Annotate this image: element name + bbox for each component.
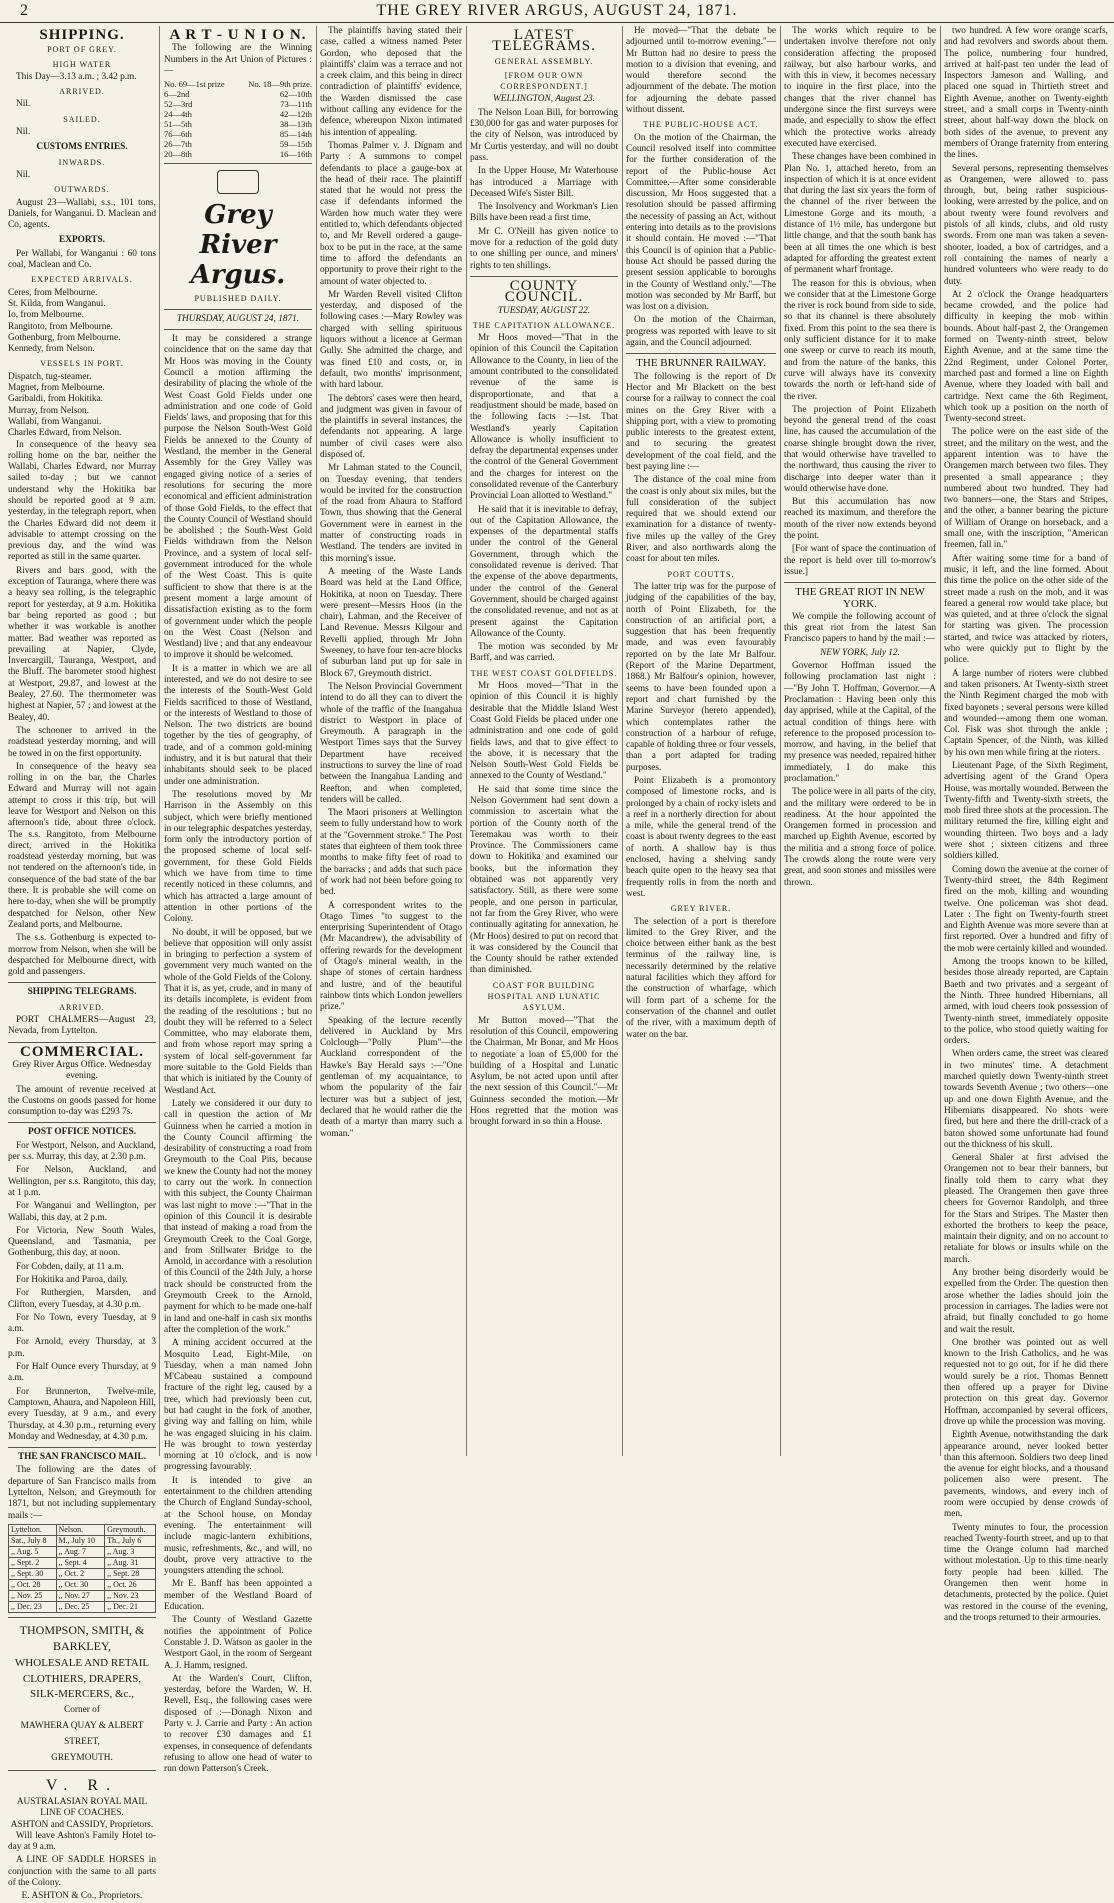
- column-1: [8, 26, 156, 1902]
- post-item: For Cobden, daily, at 11 a.m.: [16, 1261, 124, 1272]
- coach-sign: E. ASHTON & Co., Proprietors.: [21, 1891, 143, 1902]
- post-item: For Wanganui and Wellington, per Wallabi, this day, at 2 p.m.: [8, 1201, 156, 1223]
- article-paragraph: The latter trip was for the purpose of judging of the capabilities of the bay, north of Point Elizabeth, for the construction of an artificial port, a suggestion that has been frequently made, and was even favourably reported on by the late Mr Balfour. (Report of the Marine Department, 1868.) Mr Balfour's opinion, however, seems to have been founded upon a report and chart furnished by the Marine Surveyor (hereto appended), which contemplates rather the construction of a harbour of refuge, capable of holding three or four vessels, than a port adapted for trading purposes.: [626, 581, 776, 773]
- table-cell: ,, Oct. 26: [105, 1579, 156, 1590]
- sailed-label: SAILED.: [63, 114, 101, 124]
- shipping-report: The schooner to arrived in the roadstead yesterday morning, and will be towed in on the first opportunity.: [8, 725, 156, 759]
- article-paragraph: At the Warden's Court, Clifton, yesterday, before the Warden, W. H. Revell, Esq., the following cases were disposed of :—Donagh Nixon and Party v. J. Carrie and Party : An action to recover £30 damages and £1 expenses, in consequence of defendants refusing to allow one head of water to run down Patterson's Creek.: [164, 1673, 312, 1775]
- high-water-label: HIGH WATER: [52, 59, 112, 69]
- list-item: Dispatch, tug-steamer.: [8, 371, 92, 382]
- article-paragraph: Eighth Avenue, notwithstanding the dark appearance around, never looked better than this afternoon. Soldiers two deep lined the avenue for eight blocks, and a thousand policemen also were present. The pavements, windows, and every inch of room were occupied by dense crowds of men.: [944, 1430, 1108, 1520]
- thompson-line: Corner of: [64, 1704, 100, 1715]
- coach-saddle: A LINE OF SADDLE HORSES in conjunction with the same to all parts of the Colony.: [8, 1855, 156, 1888]
- article-paragraph: Thomas Palmer v. J. Dignam and Party : A summons to compel defendants to place a gauge-box at the head of their race. The plaintiff stated that he would not press the case if defendants informed the Warden how much water they were entitled to, which defendants objected to, and Mr Revell ordered a gauge-box to be put in the race, at the same time to afford the defendants an opportunity to prove their right to the amount of water objected to.: [320, 140, 462, 287]
- post-item: For Victoria, New South Wales, Queensland, and Tasmania, per Gothenburg, this day, at noon.: [8, 1225, 156, 1259]
- article-paragraph: The Nelson Provincial Government intend to do all they can to divert the whole of the traffic of the Inangahua district to Westport in place of Greymouth. A paragraph in the Westport Times says that the Survey Department have received instructions to survey the line of road between the Inangahua Landing and Reefton, and when completed, tenders will be called.: [320, 681, 462, 805]
- article-paragraph: Governor Hoffman issued the following proclamation last night :—"By John T. Hoffman, Governor.—A Proclamation : Having been only this day apprised, while at the Capital, of the actual condition of things here with reference to the proposed procession to-morrow, and having, in the belief that my presence was needed, repaired hither immediately, I do make this proclamation.": [784, 661, 936, 784]
- divider: [8, 1447, 156, 1448]
- sf-mail-heading: THE SAN FRANCISCO MAIL.: [17, 1452, 147, 1463]
- post-item: For Brunnerton, Twelve-mile, Camptown, Ahaura, and Napoleon Hill, every Tuesday, at 9 a.m., and every Thursday, at 4.30 p.m., returning every Monday and Wednesday, at 4.30 p.m.: [8, 1386, 156, 1442]
- column-2: [164, 26, 312, 1775]
- table-row: [9, 1535, 156, 1546]
- article-paragraph: In the Upper House, Mr Waterhouse has introduced a Marriage with Deceased Wife's Sister Bill.: [470, 166, 618, 199]
- hospital-heading: COAST FOR BUILDING HOSPITAL AND LUNATIC ASYLUM.: [487, 980, 601, 1013]
- coat-of-arms-icon: [217, 170, 259, 194]
- prize-list: [164, 79, 312, 159]
- post-item: For Westport, Nelson, and Auckland, per s.s. Murray, this day, at 2.30 p.m.: [8, 1140, 156, 1163]
- customs-heading: CUSTOMS ENTRIES.: [36, 142, 128, 153]
- article-paragraph: Point Elizabeth is a promontory composed of limestone rocks, and is prolonged by a chain of rocky islets and a reef in a northerly direction for about a mile, while the general trend of the coast is about twenty degrees to the east of north. A shallow bay is thus enclosed, having a shelving sandy beach quite open to the heavy sea that frequently rolls in from the north and west.: [626, 776, 776, 899]
- article-paragraph: Lieutenant Page, of the Sixth Regiment, advertising agent of the Grand Opera House, was mortally wounded. Between the Twenty-fifth and Twenty-sixth streets, the mob fired three shots at the procession. The military returned the fire, killing eight and wounding thirteen. Two boys and a lady were shot ; sixteen citizens and three soldiers killed.: [944, 761, 1108, 862]
- page-title: THE GREY RIVER ARGUS, AUGUST 24, 1871.: [376, 2, 738, 19]
- riot-heading: THE GREAT RIOT IN NEW YORK.: [795, 586, 925, 610]
- article-paragraph: On the motion of the Chairman, progress was reported with leave to sit again, and the Council adjourned.: [626, 315, 776, 349]
- article-paragraph: The police were on the east side of the street, and the military on the west, and the apparent intention was to have the Orangemen march between two files. They presented a small appearance ; they numbered about two hundred. They had two banners—one, the Stars and Stripes, and the other, a banner bearing the picture of William of Orange on horseback, and a small one, with the inscription, "American freemen, fall in.": [944, 427, 1108, 551]
- table-cell: ,, Sept. 4: [56, 1557, 105, 1568]
- prize-entry: 26—7th: [164, 139, 192, 150]
- prize-row: [164, 79, 312, 89]
- divider: [164, 309, 312, 310]
- latest-from: [FROM OUR OWN CORRESPONDENT.]: [500, 70, 588, 92]
- argus-date: THURSDAY, AUGUST 24, 1871.: [176, 313, 300, 324]
- coach-name: AUSTRALASIAN ROYAL MAIL LINE OF COACHES.: [16, 1796, 148, 1819]
- article-paragraph: It is intended to give an entertainment to the children attending the Church of England Sunday-school, at the School house, on Monday evening. The entertainment will include magic-lantern exhibitions, music, refreshments, &c., and will, no doubt, prove very attractive to the youngsters attending the school.: [164, 1475, 312, 1577]
- article-paragraph: After waiting some time for a band of music, it left, and the line formed. About this time the police on the other side of the street made a rush on the mob, and it was feared a general row would take place, but was quieted, and at three o'clock the signal for starting was given. The procession started, and twice was attacked by rioters, who were quickly put to flight by the police.: [944, 553, 1108, 666]
- article-paragraph: The Maori prisoners at Wellington seem to fully understand how to work at the "Government stroke." The Post states that eighteen of them took three months to make fifty feet of road to the barracks ; and adds that such pace of work had not been before going to bed.: [320, 808, 462, 898]
- article-paragraph: The Nelson Loan Bill, for borrowing £30,000 for gas and water purposes for the city of Nelson, was introduced by Mr Curtis yesterday, and will no doubt pass.: [470, 107, 618, 163]
- prize-entry: 59—15th: [279, 139, 312, 150]
- column-7: [944, 26, 1108, 1623]
- table-cell: ,, Nov. 23: [105, 1590, 156, 1601]
- table-cell: Th., July 6: [105, 1535, 156, 1546]
- article-paragraph: Speaking of the lecture recently delivered in Auckland by Mrs Colclough—"Polly Plum"—the Auckland correspondent of the Hawke's Bay Herald says :—"One gentleman of my acquaintance, to whom the popularity of the fair lecturer was but a subject of jest, declared that he would rather die the death of a martyr than marry such a woman.": [320, 1015, 462, 1139]
- prize-row: [164, 129, 312, 139]
- thompson-name: THOMPSON, SMITH, & BARKLEY,: [19, 1622, 145, 1653]
- inwards-text: Nil.: [16, 169, 31, 180]
- list-item: Murray, from Nelson.: [8, 405, 89, 416]
- thompson-line: MAWHERA QUAY & ALBERT STREET,: [20, 1720, 144, 1747]
- page-masthead: [0, 0, 1114, 23]
- expected-label: EXPECTED ARRIVALS.: [31, 275, 133, 285]
- table-cell: Sat., July 8: [9, 1535, 57, 1546]
- divider: [164, 329, 312, 330]
- article-paragraph: Any brother being disorderly would be expelled from the Order. The question then arose whether the ladies should join the procession in carriages. The ladies were not afraid, but finally concluded to go home and wait the result.: [944, 1268, 1108, 1335]
- public-house-heading: THE PUBLIC-HOUSE ACT.: [643, 120, 759, 130]
- article-paragraph: Several persons, representing themselves as Orangemen, were allowed to pass through, but, being rather suspicious-looking, were arrested by the police, and on about twenty were found revolvers and pistols of all kinds, clubs, and old rusty swords. From one man was taken a seven-shooter, loaded, a box of cartridges, and a roll containing the names of nearly a hundred volunteers who were ready to do duty.: [944, 163, 1108, 287]
- thompson-line: CLOTHIERS, DRAPERS, SILK-MERCERS, &c.,: [22, 1672, 142, 1700]
- outwards-label: OUTWARDS.: [54, 185, 110, 195]
- article-paragraph: We compile the following account of this great riot from the latest San Francisco papers to hand by the mail :—: [784, 611, 936, 645]
- shipping-report: In consequence of the heavy sea rolling home on the bar, neither the Wallabi, Charles Edward, nor Murray sailed to-day ; but we cannot understand why the Hokitika bar should be reported good at 9 a.m. yesterday, in the telegraph report, when the Charles Edward did not deem it advisable to attempt crossing on the previous day, and the wind was reported as still in the same quarter.: [8, 439, 156, 563]
- prize-row: [164, 119, 312, 129]
- article-paragraph: Mr Warden Revell visited Clifton yesterday, and disposed of the following cases :—Mary Rowley was charged with selling spirituous liquors without a licence at German Gully. She admitted the charge, and was fined £10 and costs, or, in default, two months' imprisonment, with hard labour.: [320, 289, 462, 391]
- table-cell: ,, Nov. 27: [56, 1590, 105, 1601]
- port-name: PORT OF GREY.: [47, 45, 117, 55]
- column-rule: [780, 26, 781, 1456]
- table-header: Nelson.: [56, 1524, 105, 1535]
- table-row: [9, 1579, 156, 1590]
- table-cell: ,, Oct. 2: [56, 1568, 105, 1579]
- divider: [626, 353, 776, 354]
- outwards-text: August 23—Wallabi, s.s., 101 tons, Daniels, for Wanganui. D. Maclean and Co, agents.: [8, 197, 156, 231]
- article-paragraph: The County of Westland Gazette notifies the appointment of Police Constable J. D. Watson as gaoler in the Westport Gaol, in the room of Sergeant A. J. Hamm, resigned.: [164, 1615, 312, 1671]
- telegrams-arrived-label: ARRIVED.: [59, 1002, 105, 1012]
- brunner-heading: THE BRUNNER RAILWAY.: [636, 357, 766, 370]
- table-cell: ,, Nov. 25: [9, 1590, 57, 1601]
- argus-masthead: [164, 168, 312, 330]
- list-item: Wallabi, from Wanganui.: [8, 416, 102, 427]
- article-paragraph: These changes have been combined in Plan No. 1, attached hereto, from an inspection of which it is at once evident that during the last six years the form of the channel of the river between the Limestone Gorge and its mouth, a distance of 1½ mile, has undergone but little change, and that the south bank has been at all times the one which is best adapted for affording the greatest extent of permanent wharf frontage.: [784, 152, 936, 276]
- exports-heading: EXPORTS.: [59, 235, 105, 246]
- table-row: [9, 1568, 156, 1579]
- prize-entry: 38—13th: [279, 119, 312, 130]
- article-paragraph: General Shaler at first advised the Orangemen not to bear their banners, but finally told them to carry what they pleased. The Orangemen then gave three cheers for Governor Randolph, and three for the Stars and Stripes. The Master then exhorted the brothers to keep the peace, maintain their dignity, and on no account to retaliate for blows or insults while on the march.: [944, 1153, 1108, 1265]
- in-port-label: VESSELS IN PORT.: [40, 359, 124, 369]
- column-rule: [316, 26, 317, 1456]
- table-header: Lyttelton.: [9, 1524, 57, 1535]
- prize-entry: No. 69—1st prize: [164, 79, 225, 90]
- table-cell: ,, Dec. 23: [9, 1601, 57, 1612]
- high-water-text: This Day—3.13 a.m. ; 3.42 p.m.: [16, 71, 137, 82]
- article-paragraph: It is a matter in which we are all interested, and we do not desire to see the interests of the South-West Gold Fields sacrificed to those of Westland, or the interests of Westland to those of Nelson. The two districts are bound together by the ties of geography, of trade, and of a common gold-mining industry, and it is but natural that their inhabitants should seek to be placed under one administration.: [164, 663, 312, 787]
- article-paragraph: A meeting of the Waste Lands Board was held at the Land Office, Hokitika, at noon on Tuesday. There were present—Messrs Hoos (in the chair), Lahman, and the Receiver of Land Revenue. Messrs Kilgour and Revelli applied, through Mr John Sweeney, to have four ten-acre blocks of suburban land put up for sale in Block 67, Greymouth district.: [320, 566, 462, 679]
- port-coutts-heading: PORT COUTTS.: [667, 569, 735, 579]
- article-paragraph: The following is the report of Dr Hector and Mr Blackett on the best course for a railway to connect the coal mines on the Grey River with a shipping port, with a view to promoting public interests to the greatest extent, and to securing the greatest development of the coal field, and the best paying line :—: [626, 371, 776, 472]
- article-paragraph: The police were in all parts of the city, and the military were ordered to be in readiness. At the hour appointed the Orangemen formed in procession and marched up Eighth Avenue, escorted by the militia and a strong force of police. The crowds along the route were very great, and soon stones and missiles were thrown.: [784, 787, 936, 888]
- table-row: [9, 1557, 156, 1568]
- prize-entry: 85—14th: [279, 129, 312, 140]
- post-item: For Hokitika and Paroa, daily.: [16, 1274, 128, 1285]
- arrived-text: Nil.: [16, 99, 31, 110]
- article-paragraph: [For want of space the continuation of the report is held over till to-morrow's issue.]: [784, 544, 936, 577]
- table-cell: ,, Sept. 2: [9, 1557, 57, 1568]
- thompson-line: WHOLESALE AND RETAIL: [14, 1656, 150, 1669]
- divider: [8, 1617, 156, 1618]
- list-item: Charles Edward, from Nelson.: [8, 428, 122, 439]
- column-4: [470, 26, 618, 1456]
- coach-proprietors: ASHTON and CASSIDY, Proprietors.: [10, 1819, 154, 1830]
- column-6: [784, 26, 936, 1456]
- article-paragraph: When orders came, the street was cleared in two minutes' time. A detachment marched quietly down Twenty-ninth street towards Seventh Avenue ; two others—one up and one down Eighth Avenue, and the Hibernians disappeared. No shots were fired, but here and there the drill-crack of a baton showed some unfortunate had found out the thickness of his skull.: [944, 1049, 1108, 1150]
- in-port-list: [8, 372, 156, 440]
- list-item: Io, from Melbourne.: [8, 310, 84, 321]
- article-paragraph: It may be considered a strange coincidence that on the same day that Mr Hoos was moving in the County Council a motion affirming the desirability of placing the whole of the West Coast Gold Fields under one administration and one code of Gold Fields' laws, and proposing that for this purpose the Nelson South-West Gold Fields be annexed to the County of Westland, the member in the General Assembly for the Grey Valley was engaged giving notice of a series of resolutions for securing the more economical and efficient administration of those Gold Fields, to the effect that the County Council of Westland should be abolished ; the South-West Gold Fields withdrawn from the Nelson Province, and a system of local self-government introduced for the whole of the West Coast. This is quite sufficient to show that there is at the present moment a large amount of dissatisfaction existing as to the form of government under which the people on the West Coast (Nelson and Westland) live ; and that any endeavour to improve it should be welcomed.: [164, 334, 312, 661]
- latest-dateline: WELLINGTON, August 23.: [493, 94, 595, 105]
- shipping-report: The s.s. Gothenburg is expected to-morrow from Nelson, when she will be despatched for Melbourne direct, with gold and passengers.: [8, 933, 156, 978]
- article-paragraph: The selection of a port is therefore limited to the Grey River, and the choice between either bank as the best terminus of the railway line, is necessarily determined by the relative natural facilities which they afford for the construction of wharfage, which will form part of a scheme for the conservation of the channel and outlet of the river, with a maximum depth of water on the bar.: [626, 916, 776, 1040]
- article-paragraph: A correspondent writes to the Otago Times "to suggest to the enterprising Superintendent of Otago (Mr Macandrew), the advisability of offering rewards for the development of Otago's mineral wealth, in the shape of stones of certain hardness and lustre, and of the beautiful rainbow tints which London jewellers prize.": [320, 900, 462, 1013]
- article-paragraph: He said that some time since the Nelson Government had sent down a commission to ascertain what the portion of the County north of the Teremakau was worth to their Province. The Commissioners came down to Hokitika and examined our books, but the information they obtained was not apparently very satisfactory. Still, as there were some people, and one person in particular, not far from the Grey River, who were continually agitating for annexation, he (Mr Hoos) desired to put on record that it was considered by the Council that the County should be rather extended than diminished.: [470, 784, 618, 976]
- table-header: Greymouth.: [105, 1524, 156, 1535]
- table-cell: ,, Sept. 30: [9, 1568, 57, 1579]
- table-cell: ,, Aug. 5: [9, 1546, 57, 1557]
- art-union-heading: A R T - U N I O N.: [169, 27, 307, 43]
- sailed-text: Nil.: [16, 127, 31, 138]
- article-paragraph: Lately we considered it our duty to call in question the action of Mr Guinness when he carried a motion in the County Council affirming the desirability of constructing a road from Greymouth to the Coal Pits, because we knew the County had not the money to carry out the work. In connection with this subject, the County Chairman was last night to move :—"That in the opinion of this Council it is desirable that instead of making a road from the Greymouth Creek to the Coal Gorge, and from Stillwater Bridge to the Arnold, in accordance with a resolution of this Council of the 24th July, a horse track should be constructed from the Greymouth Creek to the Arnold, payment for which to be made one-half in land and one-half in cash six months after the completion of the work.": [164, 1098, 312, 1335]
- commercial-heading: COMMERCIAL.: [20, 1043, 144, 1060]
- post-office-heading: POST OFFICE NOTICES.: [27, 1127, 137, 1138]
- table-header-row: [9, 1524, 156, 1535]
- article-paragraph: The distance of the coal mine from the coast is only about six miles, but the full consideration of the subject required that we should extend our examination for a distance of twenty-five miles up the valley of the Grey River, and also northwards along the coast for about ten miles.: [626, 475, 776, 565]
- prize-row: [164, 89, 312, 99]
- article-paragraph: Mr Lahman stated to the Council, on Tuesday evening, that tenders would be invited for the construction of the road from Ahaura to Stafford Town, thus showing that the General Government were in earnest in the matter of constructing roads in Westland. The tenders are invited in this morning's issue.: [320, 463, 462, 564]
- table-cell: ,, Dec. 25: [56, 1601, 105, 1612]
- latest-telegrams-heading: LATEST TELEGRAMS.: [492, 27, 596, 55]
- list-item: Gothenburg, from Melbourne.: [8, 332, 121, 343]
- article-paragraph: He said that it is inevitable to defray, out of the Capitation Allowance, the expenses of the departmental staffs under the control of the General Government, through which the consolidated revenue is derived. That the expense of the above departments, under the control of the General Government, should be charged against the consolidated revenue, and not as at present against the Capitation Allowance of the County.: [470, 504, 618, 639]
- article-paragraph: Mr Hoos moved—"That in the opinion of this Council the Capitation Allowance to the County, in lieu of the amount contributed to the consolidated revenue of the same is disproportionate, and that a readjustment should be made, based on the following facts :—1st. That Westland's yearly Capitation Allowance is wholly insufficient to defray the departmental expenses under the control of the General Government and the charges for interest on the consolidated revenue of the Canterbury Provincial Loan allotted to Westland.": [470, 333, 618, 502]
- article-paragraph: Mr E. Banff has been appointed a member of the Westland Board of Education.: [164, 1579, 312, 1613]
- post-item: For Half Ounce every Thursday, at 9 a.m.: [8, 1362, 156, 1384]
- argus-published: PUBLISHED DAILY.: [194, 294, 282, 304]
- article-paragraph: Among the troops known to be killed, besides those already reported, are Captain Baeth and two privates and a sergeant of the Ninth. Three hundred Hibernians, all armed, with loud cheers took possession of Twenty-ninth street, immediately opposite to the police, who stood quietly waiting for orders.: [944, 957, 1108, 1047]
- commercial-office: Grey River Argus Office. Wednesday evening.: [12, 1059, 152, 1082]
- table-cell: ,, Oct. 28: [9, 1579, 57, 1590]
- inwards-label: INWARDS.: [58, 157, 106, 167]
- divider: [8, 1770, 156, 1771]
- argus-title: Grey River Argus.: [190, 200, 286, 291]
- shipping-report: Rivers and bars good, with the exception of Tauranga, where there was a heavy sea rolling, is the telegraphic report for yesterday, at 9 a.m. Hokitika bar being reported as good ; but whether it was workable is another matter. Bad weather was reported as prevailing at Napier, Clyde, Invercargill, Tauranga, Westport, and the Bluff. The barometer stood highest at Westport, 29.87, and lowest at the Bealey, 27.60. The thermometer was highest at Napier, 57 ; and lowest at the Bealey, 40.: [8, 565, 156, 723]
- telegrams-arrived-text: PORT CHALMERS—August 23, Nevada, from Lyttelton.: [8, 1015, 156, 1037]
- divider: [8, 982, 156, 983]
- prize-entry: 24—4th: [164, 109, 192, 120]
- article-paragraph: On the motion of the Chairman, the Council resolved itself into committee for the further consideration of the report of the Public-house Act Committee.—After some considerable discussion, Mr Hoos suggested that a resolution should be passed affirming the necessity of passing an Act, without entering into details as to the provisions it should contain. He moved :—"That this Council is of opinion that a Public-house Act should be passed during the present session applicable to boroughs in the County of Westland only."—The motion was seconded by Mr Barff, but was lost on a division.: [626, 132, 776, 313]
- divider: [470, 276, 618, 277]
- article-paragraph: Coming down the avenue at the corner of Twenty-third street, the 84th Regiment fired on the mob, killing and wounding twelve. One policeman was shot dead. Later : The fight on Twenty-fourth street and Eighth Avenue was more severe than at first reported. Over a hundred and fifty of the mob were certainly killed and wounded.: [944, 864, 1108, 954]
- prize-entry: 20—8th: [164, 149, 192, 160]
- prize-entry: No. 18—9th prize.: [248, 79, 312, 90]
- commercial-text: The amount of revenue received at the Customs on goods passed for home consumption to-day was £293 7s.: [8, 1084, 156, 1118]
- divider: [784, 582, 936, 583]
- article-paragraph: But this accumulation has now reached its maximum, and therefore the mouth of the river now extends beyond the point.: [784, 497, 936, 542]
- prize-row: [164, 149, 312, 159]
- post-item: For Ruthergien, Marsden, and Clifton, every Tuesday, at 4.30 p.m.: [8, 1288, 156, 1310]
- article-paragraph: The Insolvency and Workman's Lien Bills have been read a first time.: [470, 202, 618, 224]
- article-paragraph: The debtors' cases were then heard, and judgment was given in favour of the plaintiffs in several instances, the defendants not appearing. A large number of civil cases were also disposed of.: [320, 393, 462, 460]
- telegrams-heading: SHIPPING TELEGRAMS.: [27, 987, 137, 998]
- art-union-intro: The following are the Winning Numbers in the Art Union of Pictures :—: [164, 43, 312, 76]
- county-council-heading: COUNTY COUNCIL.: [504, 277, 584, 306]
- article-paragraph: Mr Hoos moved—"That in the opinion of this Council it is highly desirable that the Middle Island West Coast Gold Fields be placed under one administration and one code of gold fields laws, and that to give effect to the above, it is necessary that the Nelson South-West Gold Fields be annexed to the County of Westland.": [470, 681, 618, 782]
- article-paragraph: No doubt, it will be opposed, but we believe that opposition will only assist in bringing to perfection a system of government very much wanted on the whole of the Gold Fields of the Colony. That it is, as yet, crude, and in many of its details incomplete, is evident from the reading of the resolutions ; but no doubt they will be referred to a Select Committee, who may elaborate them, and from whose report may spring a system of local self-government far more suitable to the Gold Fields than that which is initiated by the County of Westland Act.: [164, 927, 312, 1096]
- article-paragraph: A mining accident occurred at the Mosquito Lead, Eight-Mile, on Tuesday, when a man named John M'Cabeau sustained a compound fracture of the right leg, caused by a tree, which had previously been cut, but had caught in the fork of another, giving way and falling on him, while he was engaged sluicing in his claim. He was brought to town yesterday morning at 10 o'clock, and is now progressing favourably.: [164, 1338, 312, 1473]
- prize-entry: 52—3rd: [164, 99, 193, 110]
- table-cell: ,, Aug. 31: [105, 1557, 156, 1568]
- goldfields-heading: THE WEST COAST GOLDFIELDS.: [470, 668, 618, 678]
- arrived-label: ARRIVED.: [59, 87, 105, 97]
- list-item: Kennedy, from Nelson.: [8, 344, 95, 355]
- post-item: For No Town, every Tuesday, at 9 a.m.: [8, 1312, 156, 1335]
- table-cell: ,, Dec. 21: [105, 1601, 156, 1612]
- expected-list: [8, 288, 156, 356]
- post-item: For Nelson, Auckland, and Wellington, per s.s. Rangitoto, this day, at 1 p.m.: [8, 1165, 156, 1198]
- article-paragraph: Mr C. O'Neill has given notice to move for a reduction of the gold duty to one shilling per ounce, and miners' rights to ten shillings.: [470, 226, 618, 271]
- table-row: [9, 1590, 156, 1601]
- divider: [8, 1122, 156, 1123]
- latest-sub: GENERAL ASSEMBLY.: [494, 56, 594, 66]
- county-date: TUESDAY, AUGUST 22.: [497, 305, 591, 316]
- table-cell: M., July 10: [56, 1535, 105, 1546]
- article-paragraph: The motion was seconded by Mr Barff, and was carried.: [470, 642, 618, 664]
- table-row: [9, 1601, 156, 1612]
- list-item: Rangitoto, from Melbourne.: [8, 321, 113, 332]
- prize-row: [164, 99, 312, 109]
- post-item: For Arnold, every Thursday, at 3 p.m.: [8, 1337, 156, 1359]
- grey-river-heading: GREY RIVER.: [670, 904, 732, 914]
- column-3: [320, 26, 462, 1456]
- prize-entry: 16—16th: [279, 149, 312, 160]
- article-paragraph: He moved—"That the debate be adjourned until to-morrow evening."—Mr Button had no desire to press the motion to a division that evening, and would therefore second the adjournment of the debate. The motion for adjourning the debate passed without dissent.: [626, 26, 776, 116]
- article-paragraph: Mr Button moved—"That the resolution of this Council, empowering the Chairman, Mr Bonar, and Mr Hoos to negotiate a loan of £5,000 for the building of a Hospital and Lunatic Asylum, be not acted upon until after the next session of this Council."—Mr Guinness seconded the motion.—Mr Hoos regretted that the motion was brought forward in so thin a House.: [470, 1015, 618, 1128]
- article-paragraph: The plaintiffs having stated their case, called a witness named Peter Gordon, who deposed that the plaintiffs' claim was a terrace and not a creek claim, and this being in direct contradiction of plaintiffs' evidence, the Warden dismissed the case without calling any evidence for the defence, whereupon Nixon intimated his intention of appealing.: [320, 26, 462, 138]
- page-number: 2: [20, 2, 29, 19]
- riot-dateline: NEW YORK, July 12.: [820, 647, 900, 658]
- column-rule: [159, 26, 160, 1456]
- column-rule: [940, 26, 941, 1456]
- article-paragraph: The works which require to be undertaken involve therefore not only consideration affecting the proposed railway, but also harbour works, and with this in view, it becomes necessary to inquire in the first place, into the changes that the river channel has undergone since the first surveys were made, and especially to show the effect which the protective works already executed have exercised.: [784, 26, 936, 149]
- article-paragraph: At 2 o'clock the Orange headquarters became crowded, and the police had difficulty in keeping the mob within bounds. About half-past 2, the Orangemen formed on Twenty-ninth street, below Eighth Avenue, and at the same time the 22nd Regiment, under Colonel Porter, marched past and formed a line on Eighth Avenue, where they loaded with ball and cartridge. Next came the 6th Regiment, which took up a position on the north of Twenty-second street.: [944, 289, 1108, 425]
- prize-entry: 6—2nd: [164, 89, 190, 100]
- column-rule: [622, 26, 623, 1456]
- prize-entry: 42—12th: [279, 109, 312, 120]
- list-item: St. Kilda, from Wanganui.: [8, 298, 106, 309]
- thompson-line: GREYMOUTH.: [51, 1752, 113, 1763]
- prize-entry: 76—6th: [164, 129, 192, 140]
- column-5: [626, 26, 776, 1456]
- table-row: [9, 1546, 156, 1557]
- prize-entry: 62—10th: [279, 89, 312, 100]
- list-item: Ceres, from Melbourne.: [8, 287, 98, 298]
- table-cell: ,, Aug. 7: [56, 1546, 105, 1557]
- article-paragraph: The reason for this is obvious, when we consider that at the Limestone Gorge the river is rock bound from side to side, so that its channel is there absolutely fixed. From this point to the sea there is only sufficient distance for it to make one sweep or curve to reach its mouth, and from the nature of the banks, this curve will always have its convexity towards the north or left-hand side of the river.: [784, 278, 936, 402]
- article-paragraph: A large number of rioters were clubbed and taken prisoners. At Twenty-sixth street the Ninth Regiment charged the mob with fixed bayonets ; several persons were killed and wounded—among them one woman. Col. Fisk was shot through the ankle ; Captain Spencer, of the Ninth, was killed by his own men while firing at the rioters.: [944, 668, 1108, 758]
- divider: [164, 163, 312, 164]
- shipping-report: In consequence of the heavy sea rolling in on the bar, the Charles Edward and Murray will not again attempt to cross it this trip, but will leave for Westport and Nelson on this afternoon's tide, about three o'clock. The s.s. Rangitoto, from Melbourne direct, arrived in the Hokitika roadstead yesterday morning, but was not tendered on the afternoon's tide, in consequence of the bad state of the bar there. It is probable she will come on here to-day, when she will be promptly despatched for Nelson, other New Zealand ports, and Melbourne.: [8, 761, 156, 930]
- article-paragraph: two hundred. A few wore orange scarfs, and had revolvers and swords about them. The police, numbering four hundred, arrived at half-past ten under the lead of Inspectors Jameson and Walling, and placed one squad in Thirtieth street and Eighth Avenue, another on Twenty-eighth street, and a small corps in Twenty-ninth street, about half-way down the block on both sides of the avenue, to prevent any members of Orange fraternity from entering the lines.: [944, 26, 1108, 161]
- prize-entry: 51—5th: [164, 119, 192, 130]
- sf-mail-intro: The following are the dates of departure of San Francisco mails from Lyttelton, Nelson, and Greymouth for 1871, but not including supplementary mails :—: [8, 1465, 156, 1521]
- list-item: Magnet, from Melbourne.: [8, 383, 105, 394]
- coach-letters: V. R.: [45, 1776, 119, 1794]
- capitation-heading: THE CAPITATION ALLOWANCE.: [472, 320, 616, 330]
- exports-text: Per Wallabi, for Wanganui : 60 tons coal, Maclean and Co.: [8, 248, 156, 271]
- prize-row: [164, 139, 312, 149]
- sf-mail-table: [8, 1524, 156, 1613]
- shipping-heading: SHIPPING.: [39, 27, 125, 43]
- table-cell: ,, Sept. 28: [105, 1568, 156, 1579]
- prize-entry: 73—11th: [280, 99, 312, 110]
- column-rule: [466, 26, 467, 1456]
- table-cell: ,, Aug. 3: [105, 1546, 156, 1557]
- list-item: Garibaldi, from Hokitika.: [8, 394, 104, 405]
- article-paragraph: One brother was pointed out as well known to the Irish Catholics, and he was requested not to go out, for if he did there would surely be a riot. Thomas Bennett then offered up a prayer for Divine protection on this great day. Governor Hoffman, accompanied by several officers, drove up while the procession was moving.: [944, 1337, 1108, 1427]
- table-cell: ,, Oct. 30: [56, 1579, 105, 1590]
- article-paragraph: Twenty minutes to four, the procession reached Twenty-fourth street, and up to that time the Orange column had marched without molestation. Up to this time nearly forty people had been killed. The Orangemen then went home in detachments, protected by the police. Quiet was restored in the course of the evening, and the troops returned to their armouries.: [944, 1522, 1108, 1623]
- coach-text: Will leave Ashton's Family Hotel to-day at 9 a.m.: [8, 1830, 156, 1853]
- article-paragraph: The projection of Point Elizabeth beyond the general trend of the coast line, has caused the accumulation of the coarse shingle brought down the river, that would otherwise have travelled to the northward, thus causing the river to discharge into deeper water than it would otherwise have done.: [784, 404, 936, 494]
- prize-row: [164, 109, 312, 119]
- article-paragraph: The resolutions moved by Mr Harrison in the Assembly on this subject, which were briefly mentioned in our telegraphic despatches yesterday, form only the introductory portion of the proposed scheme of local self-government, for these Gold Fields which we have from time to time recently noticed in these columns, and which has attracted a large amount of attention in other portions of the Colony.: [164, 789, 312, 925]
- divider: [8, 1042, 156, 1043]
